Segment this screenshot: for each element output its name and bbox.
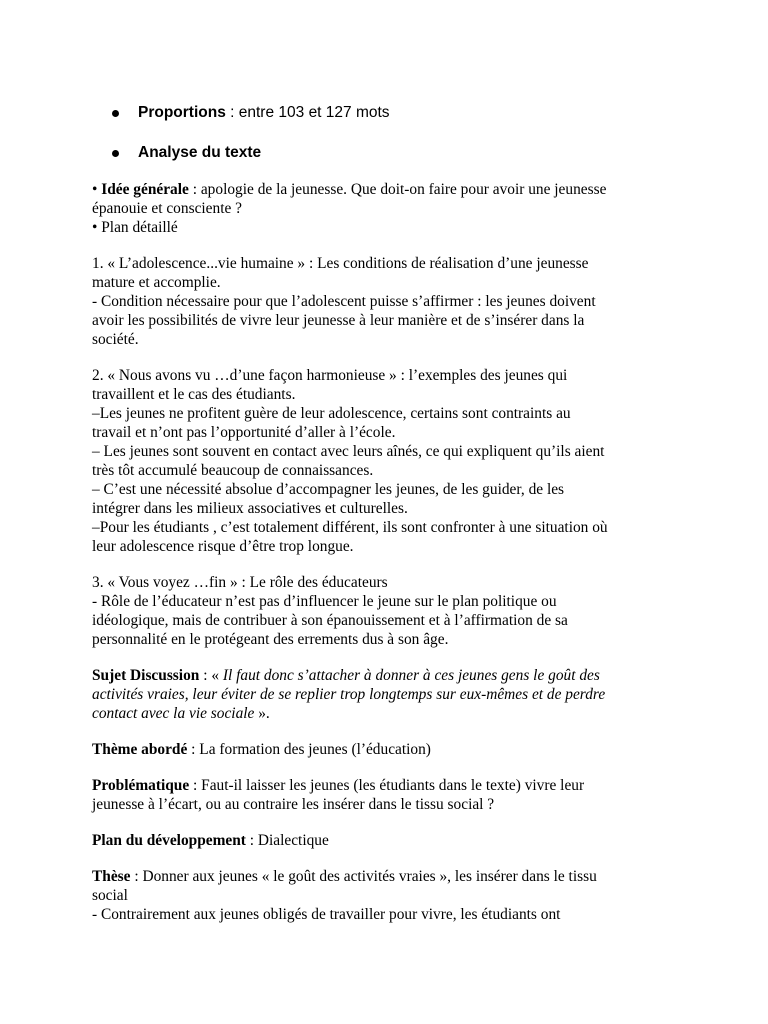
- section3-line: - Rôle de l’éducateur n’est pas d’influencer le jeune sur le plan politique ou: [92, 593, 557, 610]
- section2-line: travail et n’ont pas l’opportunité d’aller à l’école.: [92, 424, 396, 441]
- idee-line-1: [92, 180, 692, 199]
- problematique-line-1: [92, 776, 692, 795]
- sujet-quote-2: activités vraies, leur éviter de se replier trop longtemps sur eux-mêmes et de perdre: [92, 686, 606, 703]
- spacer: [92, 723, 692, 740]
- idee-line-2: épanouie et consciente ?: [92, 200, 242, 217]
- section2-line: leur adolescence risque d’être trop longue.: [92, 538, 354, 555]
- these-label: Thèse: [92, 868, 131, 885]
- plan-detaille: • Plan détaillé: [92, 219, 178, 236]
- these-line-3: - Contrairement aux jeunes obligés de travailler pour vivre, les étudiants ont: [92, 906, 561, 923]
- problematique-label: Problématique: [92, 777, 190, 794]
- spacer: [92, 556, 692, 573]
- spacer: [92, 814, 692, 831]
- these-line-2: social: [92, 887, 128, 904]
- bullet-proportions: [112, 102, 390, 124]
- document-body: [92, 180, 692, 924]
- bullet-dot-icon: [112, 150, 119, 157]
- spacer: [92, 649, 692, 666]
- sujet-label: Sujet Discussion: [92, 667, 200, 684]
- analyse-label: Analyse du texte: [138, 144, 262, 161]
- section1-line: mature et accomplie.: [92, 274, 221, 291]
- sujet-pre: : «: [199, 667, 223, 684]
- sujet-line-3: [92, 704, 692, 723]
- section1-line: société.: [92, 331, 139, 348]
- section3-line: idéologique, mais de contribuer à son épanouissement et à l’affirmation de sa: [92, 612, 568, 629]
- section1-line: 1. « L’adolescence...vie humaine » : Les conditions de réalisation d’une jeunesse: [92, 255, 589, 272]
- problematique-line-2: jeunesse à l’écart, ou au contraire les insérer dans le tissu social ?: [92, 796, 495, 813]
- section3-line: personnalité en le protégeant des errements dus à son âge.: [92, 631, 449, 648]
- idee-bullet: •: [92, 181, 102, 198]
- idee-text: : apologie de la jeunesse. Que doit-on faire pour avoir une jeunesse: [188, 181, 607, 198]
- section1-line: - Condition nécessaire pour que l’adolescent puisse s’affirmer : les jeunes doivent: [92, 293, 596, 310]
- section2-line: très tôt accumulé beaucoup de connaissances.: [92, 462, 374, 479]
- idee-label: Idée générale: [101, 181, 189, 198]
- sujet-quote-1: Il faut donc s’attacher à donner à ces jeunes gens le goût des: [222, 667, 600, 684]
- these-line-1: [92, 867, 692, 886]
- sujet-post: ».: [254, 705, 270, 722]
- theme-label: Thème abordé: [92, 741, 188, 758]
- spacer: [92, 759, 692, 776]
- proportions-text: : entre 103 et 127 mots: [225, 104, 390, 121]
- plan-label: Plan du développement: [92, 832, 246, 849]
- section2-line: –Les jeunes ne profitent guère de leur adolescence, certains sont contraints au: [92, 405, 571, 422]
- spacer: [92, 237, 692, 254]
- theme-line: [92, 740, 692, 759]
- sujet-quote-3: contact avec la vie sociale: [92, 705, 255, 722]
- section2-line: intégrer dans les milieux associatives et culturelles.: [92, 500, 408, 517]
- section2-line: 2. « Nous avons vu …d’une façon harmonieuse » : l’exemples des jeunes qui: [92, 367, 568, 384]
- section1-line: avoir les possibilités de vivre leur jeunesse à leur manière et de s’insérer dans la: [92, 312, 585, 329]
- sujet-line-1: [92, 666, 692, 685]
- spacer: [92, 850, 692, 867]
- section2-line: travaillent et le cas des étudiants.: [92, 386, 296, 403]
- section2-line: –Pour les étudiants , c’est totalement différent, ils sont confronter à une situation où: [92, 519, 608, 536]
- section2-line: – Les jeunes sont souvent en contact avec leurs aînés, ce qui expliquent qu’ils aient: [92, 443, 605, 460]
- spacer: [92, 349, 692, 366]
- problematique-text: : Faut-il laisser les jeunes (les étudiants dans le texte) vivre leur: [189, 777, 585, 794]
- section2-line: – C’est une nécessité absolue d’accompagner les jeunes, de les guider, de les: [92, 481, 565, 498]
- section3-line: 3. « Vous voyez …fin » : Le rôle des éducateurs: [92, 574, 388, 591]
- top-bullet-list: [112, 102, 390, 164]
- plan-text: : Dialectique: [245, 832, 329, 849]
- proportions-label: Proportions: [138, 104, 226, 121]
- theme-text: : La formation des jeunes (l’éducation): [187, 741, 431, 758]
- bullet-dot-icon: [112, 110, 119, 117]
- plan-line: [92, 831, 692, 850]
- sujet-line-2: [92, 685, 692, 704]
- these-text: : Donner aux jeunes « le goût des activités vraies », les insérer dans le tissu: [130, 868, 597, 885]
- bullet-analyse: [112, 142, 390, 164]
